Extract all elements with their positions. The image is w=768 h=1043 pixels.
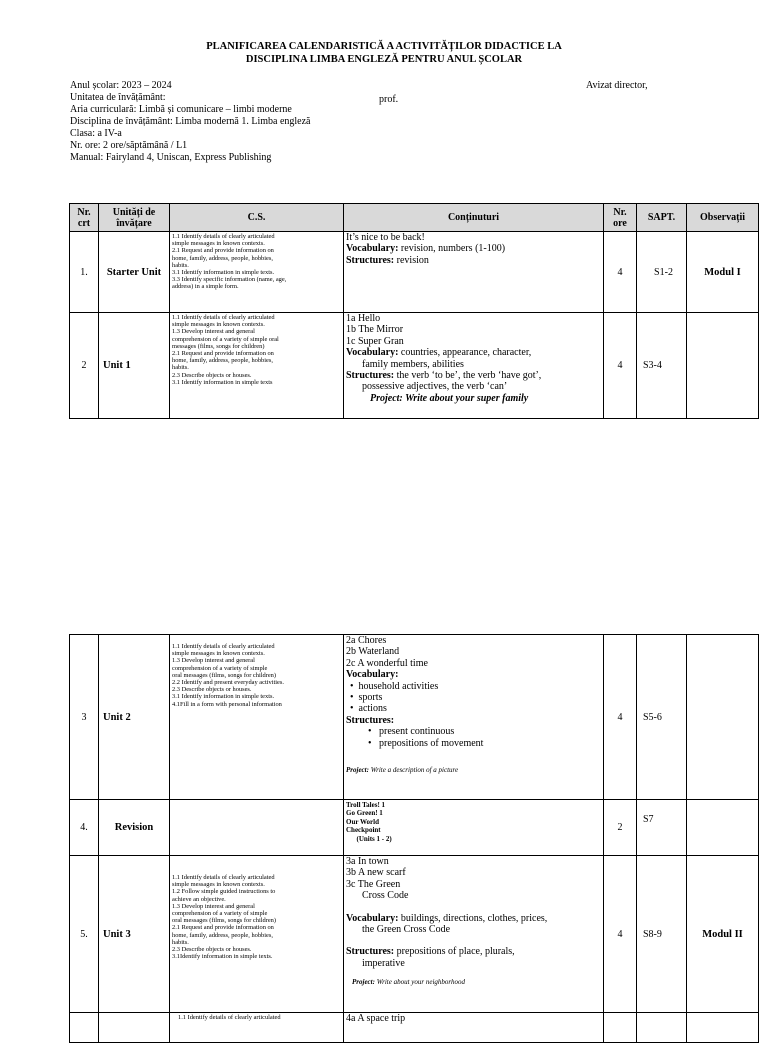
- header-obs: Observații: [687, 204, 759, 232]
- table-header-row: [70, 204, 759, 232]
- row-sapt: S7: [637, 800, 687, 856]
- cs-line: comprehension of a variety of simple oral: [172, 335, 279, 343]
- vocab-bullet: • actions: [350, 703, 387, 715]
- header-nr: Nr. crt: [70, 204, 99, 232]
- row-obs: [687, 313, 759, 419]
- content-structures: [346, 255, 601, 266]
- project-line: [346, 765, 601, 776]
- lesson-line: 2b Waterland: [346, 646, 400, 658]
- cs-line: 1.2 Follow simple guided instructions to: [172, 888, 276, 896]
- row-nr: 1.: [70, 232, 99, 313]
- row-unit: Unit 2: [99, 635, 170, 800]
- content-structures: [346, 946, 601, 957]
- content-vocabulary: [346, 913, 601, 924]
- row-obs: [687, 800, 759, 856]
- struct-item: prepositions of movement: [379, 737, 484, 749]
- cs-line: 1.1 Identify details of clearly articulated: [172, 314, 275, 321]
- header-sapt: SAPT.: [637, 204, 687, 232]
- meta-hours: Nr. ore: 2 ore/săptămână / L1: [70, 140, 188, 151]
- row-cs: [170, 313, 344, 419]
- structures-text: revision: [394, 254, 429, 266]
- row-unit: Unit 1: [99, 313, 170, 419]
- vocabulary-text-cont: the Green Cross Code: [362, 924, 451, 936]
- vocabulary-label: Vocabulary:: [346, 243, 399, 255]
- revision-line: Our World: [346, 817, 380, 826]
- row-ore: 4: [604, 232, 637, 313]
- cs-line: simple messages in known contexts.: [172, 650, 265, 658]
- row-sapt: S3-4: [637, 313, 687, 419]
- revision-line: Checkpoint: [346, 826, 381, 835]
- row-cs: [170, 1013, 344, 1043]
- row-cs: [170, 232, 344, 313]
- cs-line: habits.: [172, 364, 189, 372]
- row-ore: 4: [604, 856, 637, 1013]
- struct-bullet: • prepositions of movement: [368, 737, 484, 749]
- cs-line: simple messages in known contexts.: [172, 881, 265, 889]
- cs-line: achieve an objective.: [172, 895, 226, 903]
- row-unit: [99, 1013, 170, 1043]
- row-content: [344, 800, 604, 856]
- cs-line: 2.1 Request and provide information on: [172, 350, 274, 358]
- lesson-line: 1b The Mirror: [346, 324, 404, 336]
- vocab-item: sports: [358, 692, 383, 704]
- table-row: [70, 232, 759, 313]
- content-vocabulary: [346, 347, 601, 358]
- revision-line: Troll Tales! 1: [346, 801, 386, 809]
- cs-line: 3.1 Identify information in simple texts: [172, 378, 273, 386]
- document-title-line-2: DISCIPLINA LIMBA ENGLEZĂ PENTRU ANUL ȘCOLAR: [245, 54, 523, 65]
- lesson-line: 3c The Green: [346, 878, 401, 890]
- cs-line: home, family, address, people, hobbies,: [172, 931, 273, 939]
- content-vocabulary: [346, 243, 601, 254]
- project-label: Project:: [346, 766, 369, 775]
- cs-line: habits.: [172, 938, 189, 946]
- row-obs: [687, 1013, 759, 1043]
- row-cs: [170, 800, 344, 856]
- row-cs: [170, 856, 344, 1013]
- cs-line: oral messages (films, songs for children): [172, 917, 277, 925]
- row-nr: 2: [70, 313, 99, 419]
- lesson-line: 2a Chores: [346, 635, 387, 646]
- row-content: [344, 313, 604, 419]
- row-ore: 4: [604, 635, 637, 800]
- vocab-bullet: • household activities: [350, 680, 439, 692]
- cs-line: 2.3 Describe objects or houses.: [172, 686, 252, 694]
- lesson-line: 4a A space trip: [346, 1013, 406, 1024]
- vocab-bullet: • sports: [350, 692, 383, 704]
- header-ore: Nr. ore: [604, 204, 637, 232]
- row-cs: [170, 635, 344, 800]
- row-obs: Modul I: [687, 232, 759, 313]
- planning-table-part-2: [69, 634, 759, 1043]
- row-obs: [687, 635, 759, 800]
- structures-text: prepositions of place, plurals,: [394, 946, 515, 958]
- meta-school-year: Anul școlar: 2023 – 2024: [70, 80, 172, 91]
- cs-line: address) in a simple form.: [172, 283, 239, 291]
- vocabulary-text: countries, appearance, character,: [398, 347, 532, 359]
- row-sapt: S1-2: [637, 232, 687, 313]
- lesson-line-cont: Cross Code: [362, 890, 409, 902]
- row-content: [344, 1013, 604, 1043]
- row-content: [344, 856, 604, 1013]
- cs-line: 1.1 Identify details of clearly articulated: [172, 643, 275, 650]
- structures-label: Structures:: [346, 370, 395, 382]
- structures-text: the verb ‘to be’, the verb ‘have got’,: [394, 370, 542, 382]
- meta-school-unit: Unitatea de învățământ:: [70, 92, 166, 103]
- cs-line: 1.3 Develop interest and general: [172, 328, 255, 336]
- lesson-line: 1a Hello: [346, 313, 381, 324]
- vocabulary-text: buildings, directions, clothes, prices,: [398, 912, 548, 924]
- lesson-line: 2c A wonderful time: [346, 657, 428, 669]
- header-cs: C.S.: [170, 204, 344, 232]
- cs-line: 1.1 Identify details of clearly articulated: [172, 233, 275, 240]
- vocab-item: household activities: [358, 680, 439, 692]
- row-content: [344, 635, 604, 800]
- row-nr: 4.: [70, 800, 99, 856]
- row-unit: Starter Unit: [99, 232, 170, 313]
- row-unit: Revision: [99, 800, 170, 856]
- structures-text-cont: possessive adjectives, the verb ‘can’: [362, 381, 508, 393]
- lesson-line: 3a In town: [346, 856, 389, 867]
- cs-line: oral messages (films, songs for children): [172, 671, 277, 679]
- cs-line: comprehension of a variety of simple: [172, 664, 268, 672]
- structures-text-cont: imperative: [362, 957, 405, 969]
- cs-line: 1.1 Identify details of clearly articulated: [178, 1014, 281, 1021]
- lesson-line: 3b A new scarf: [346, 867, 406, 879]
- row-content: [344, 232, 604, 313]
- project-text: Write about your neighborhood: [374, 978, 466, 987]
- cs-line: 2.2 Identify and present everyday activities.: [172, 679, 284, 687]
- row-obs: Modul II: [687, 856, 759, 1013]
- document-title-line-1: PLANIFICAREA CALENDARISTICĂ A ACTIVITĂȚILOR DIDACTICE LA: [206, 41, 562, 52]
- header-unitati: Unități de învățare: [99, 204, 170, 232]
- struct-bullet: • present continuous: [368, 726, 455, 738]
- revision-line: (Units 1 - 2): [346, 834, 392, 843]
- table-row: [70, 1013, 759, 1043]
- vocabulary-label: Vocabulary:: [346, 669, 399, 681]
- cs-line: 3.1Identify information in simple texts.: [172, 953, 273, 961]
- cs-line: 3.3 Identify specific information (name, age,: [172, 276, 287, 284]
- cs-line: 2.1 Request and provide information on: [172, 924, 274, 932]
- prof-label: prof.: [379, 94, 399, 105]
- cs-line: 2.3 Describe objects or houses.: [172, 371, 252, 379]
- structures-label: Structures:: [346, 254, 395, 266]
- project-line: Project: Write about your super family: [370, 392, 529, 404]
- revision-line: Go Green! 1: [346, 809, 383, 818]
- project-line: [346, 977, 601, 988]
- cs-line: 4.1Fill in a form with personal information: [172, 700, 282, 708]
- row-nr: 3: [70, 635, 99, 800]
- table-row: [70, 635, 759, 800]
- cs-line: home, family, address, people, hobbies,: [172, 357, 273, 365]
- table-row: [70, 313, 759, 419]
- vocabulary-label: Vocabulary:: [346, 912, 399, 924]
- planning-table-part-1: [69, 203, 759, 419]
- row-ore: 4: [604, 313, 637, 419]
- meta-curricular-area: Aria curriculară: Limbă și comunicare – limbi moderne: [70, 104, 292, 115]
- cs-line: 2.1 Request and provide information on: [172, 247, 274, 255]
- vocabulary-text: revision, numbers (1-100): [398, 243, 506, 255]
- row-unit: Unit 3: [99, 856, 170, 1013]
- document-meta: [70, 80, 310, 164]
- table-row: [70, 800, 759, 856]
- lesson-line: 1c Super Gran: [346, 335, 404, 347]
- row-nr: [70, 1013, 99, 1043]
- row-ore: [604, 1013, 637, 1043]
- table-row: [70, 856, 759, 1013]
- meta-discipline: Disciplina de învățământ: Limba modernă 1. Limba engleză: [70, 116, 311, 127]
- header-continuturi: Conținuturi: [344, 204, 604, 232]
- cs-line: 3.1 Identify information in simple texts.: [172, 269, 275, 277]
- content-line: It’s nice to be back!: [346, 232, 425, 243]
- cs-line: comprehension of a variety of simple: [172, 910, 268, 918]
- cs-line: simple messages in known contexts.: [172, 240, 265, 248]
- cs-line: simple messages in known contexts.: [172, 321, 265, 329]
- cs-line: 1.3 Develop interest and general: [172, 902, 255, 910]
- structures-label: Structures:: [346, 946, 395, 958]
- cs-line: messages (films, songs for children): [172, 342, 265, 350]
- project-text: Write a description of a picture: [368, 766, 459, 775]
- cs-line: 1.3 Develop interest and general: [172, 657, 255, 665]
- meta-class: Clasa: a IV-a: [70, 128, 122, 139]
- vocabulary-label: Vocabulary:: [346, 347, 399, 359]
- content-structures: [346, 370, 601, 381]
- structures-label: Structures:: [346, 714, 395, 726]
- row-nr: 5.: [70, 856, 99, 1013]
- meta-textbook: Manual: Fairyland 4, Uniscan, Express Publishing: [70, 152, 272, 163]
- avizat-director: Avizat director,: [586, 80, 648, 91]
- project-label: Project:: [352, 978, 375, 987]
- struct-item: present continuous: [379, 726, 455, 738]
- cs-line: habits.: [172, 261, 189, 269]
- cs-line: 2.3 Describe objects or houses.: [172, 946, 252, 954]
- row-ore: 2: [604, 800, 637, 856]
- cs-line: 1.1 Identify details of clearly articulated: [172, 874, 275, 881]
- cs-line: home, family, address, people, hobbies,: [172, 254, 273, 262]
- cs-line: 3.1 Identify information in simple texts.: [172, 693, 275, 701]
- row-sapt: [637, 1013, 687, 1043]
- row-sapt: S8-9: [637, 856, 687, 1013]
- vocabulary-text-cont: family members, abilities: [362, 358, 464, 370]
- row-sapt: S5-6: [637, 635, 687, 800]
- vocab-item: actions: [358, 703, 387, 715]
